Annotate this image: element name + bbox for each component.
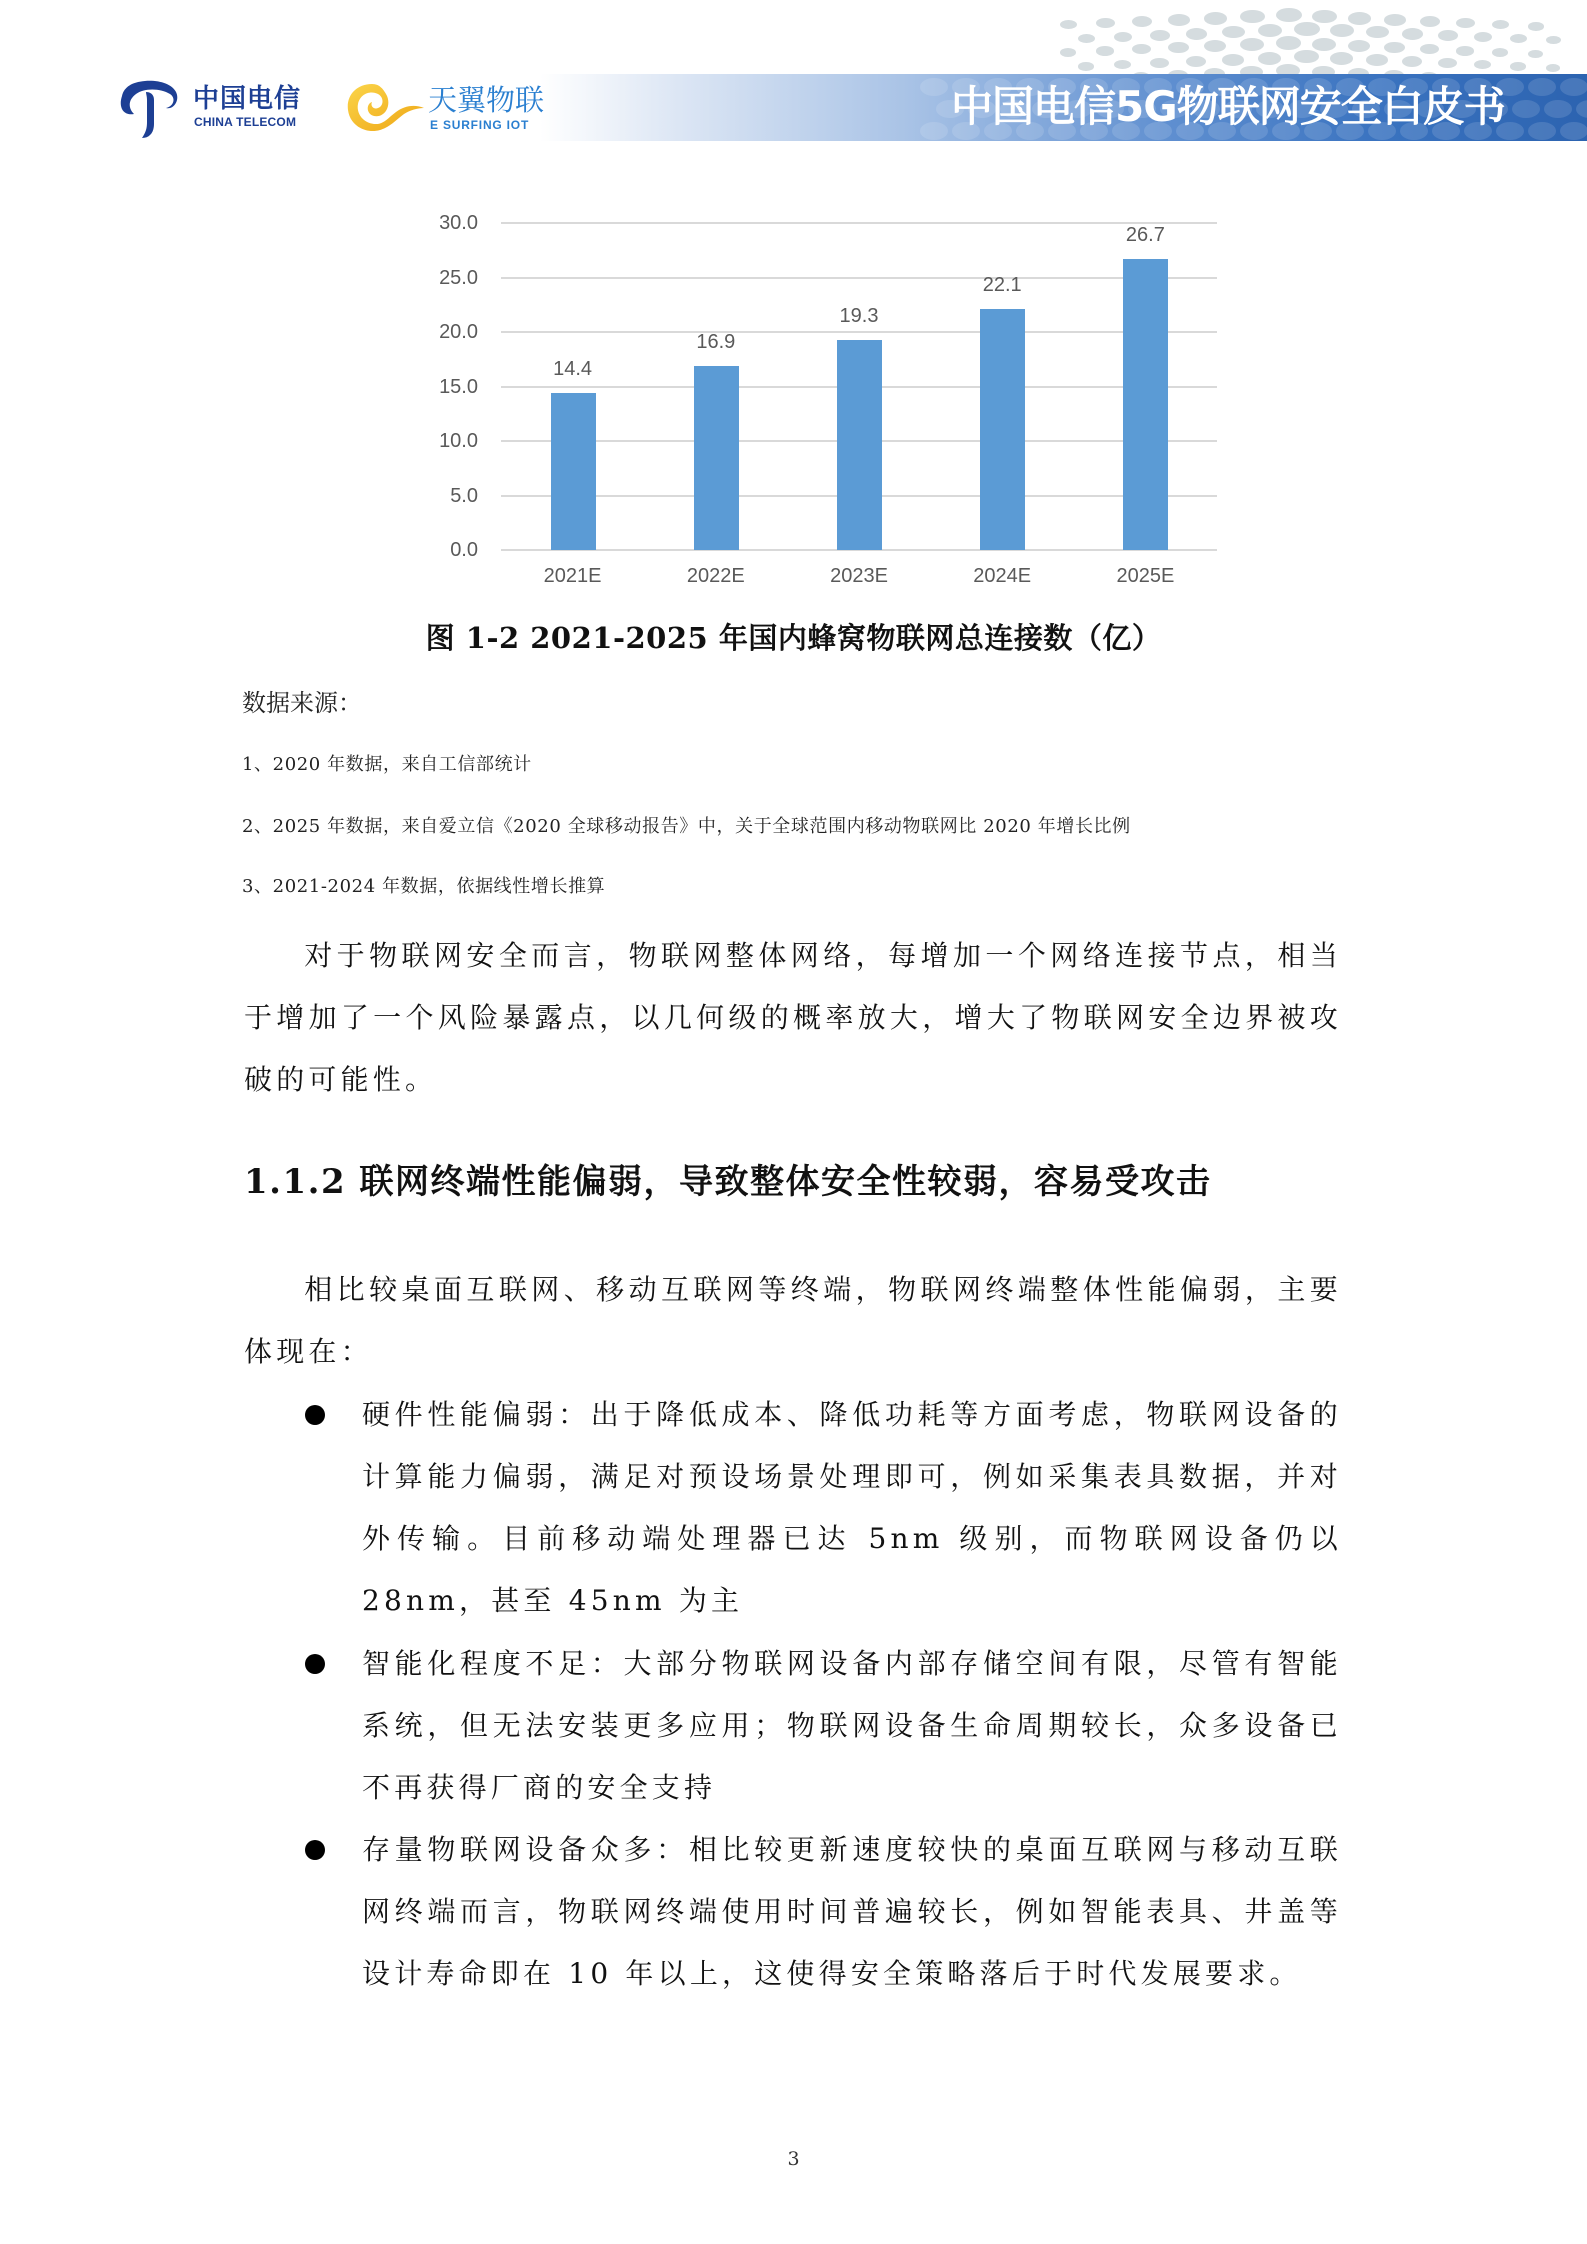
china-telecom-en-name: CHINA TELECOM [194,115,297,129]
esurfing-en-name: E SURFING IOT [430,118,530,132]
list-item-text: 智能化程度不足：大部分物联网设备内部存储空间有限，尽管有智能系统，但无法安装更多应用；物联网设备生命周期较长，众多设备已不再获得厂商的安全支持 [362,1647,1342,1804]
bar-value-label: 19.3 [839,304,879,327]
figure-caption: 图 1-2 2021-2025 年国内蜂窝物联网总连接数（亿） [425,621,1162,655]
y-tick-label: 10.0 [439,430,478,452]
x-category-label: 2023E [830,565,888,587]
source-note: 3、2021-2024 年数据，依据线性增长推算 [242,876,606,897]
esurfing-cn-name: 天翼物联 [428,83,545,117]
x-category-label: 2025E [1116,565,1175,587]
y-tick-label: 30.0 [439,212,478,234]
gridline [501,277,1217,279]
bar-value-label: 14.4 [553,358,593,381]
x-category-label: 2022E [686,565,745,587]
bar-2022E [694,366,739,550]
bar-2023E [837,340,882,550]
y-tick-label: 5.0 [450,484,478,507]
bullet-icon [305,1840,325,1860]
x-category-label: 2024E [973,565,1032,587]
bar-2025E [1123,259,1168,550]
china-telecom-cn-name: 中国电信 [193,84,302,114]
sources-title: 数据来源： [242,689,362,717]
x-category-label: 2021E [543,565,602,587]
paragraph [244,1259,1342,1383]
list-item-text: 存量物联网设备众多：相比较更新速度较快的桌面互联网与移动互联网终端而言，物联网终端使用时间普遍较长，例如智能表具、井盖等设计寿命即在 10 年以上，这使得安全策略落后于时代发展要求。 [362,1833,1342,1990]
bullet-icon [305,1405,325,1425]
source-note: 2、2025 年数据，来自爱立信《2020 全球移动报告》中，关于全球范围内移动物联网比 2020 年增长比例 [242,816,1131,837]
bar-value-label: 16.9 [696,330,736,353]
y-tick-label: 25.0 [439,266,478,289]
bar-value-label: 26.7 [1125,223,1165,246]
list-item-text: 硬件性能偏弱：出于降低成本、降低功耗等方面考虑，物联网设备的计算能力偏弱，满足对预设场景处理即可，例如采集表具数据，并对外传输。目前移动端处理器已达 5nm 级别，而物联网设备仍以 28nm，甚至 45nm 为主 [362,1398,1342,1617]
paragraph [244,925,1342,1111]
gridline [501,222,1217,224]
bar-value-label: 22.1 [982,274,1022,297]
section-heading: 1.1.2 联网终端性能偏弱，导致整体安全性较弱，容易受攻击 [244,1162,1212,1202]
y-tick-label: 20.0 [439,321,478,343]
y-tick-label: 15.0 [439,375,478,398]
page-number: 3 [787,2148,800,2170]
paragraph-text: 对于物联网安全而言，物联网整体网络，每增加一个网络连接节点，相当于增加了一个风险暴露点，以几何级的概率放大，增大了物联网安全边界被攻破的可能性。 [244,939,1342,1096]
gridline [501,331,1217,333]
document-title: 中国电信5G物联网安全白皮书 [951,82,1505,131]
bar-2021E [551,393,596,550]
bullet-icon [305,1654,325,1674]
bar-2024E [980,309,1025,550]
bar-chart [0,0,1587,600]
paragraph-text: 相比较桌面互联网、移动互联网等终端，物联网终端整体性能偏弱，主要体现在： [244,1273,1342,1368]
source-note: 1、2020 年数据，来自工信部统计 [242,754,532,775]
y-tick-label: 0.0 [450,539,478,561]
